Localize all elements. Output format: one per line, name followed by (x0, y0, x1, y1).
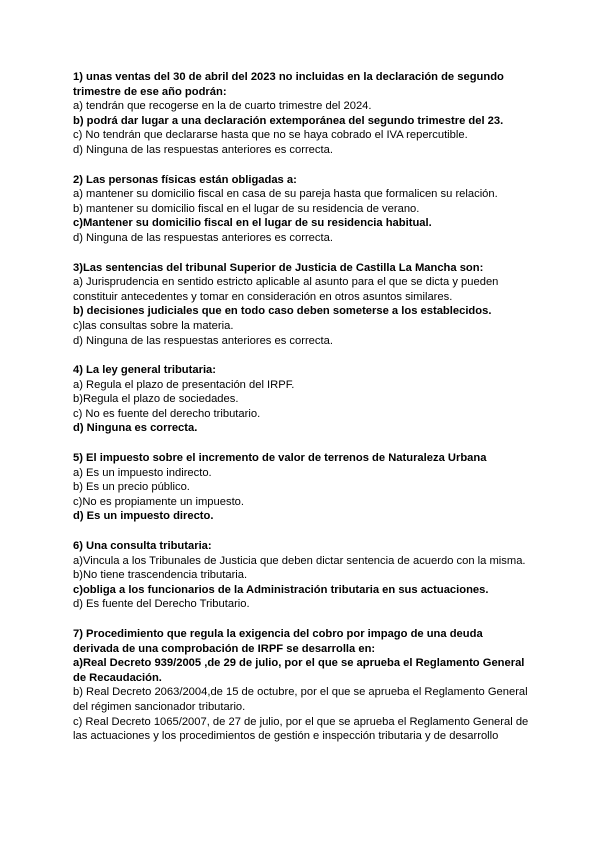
option-c: c) Real Decreto 1065/2007, de 27 de julio, por el que se aprueba el Reglamento General de las actuaciones y los procedimientos de gestión e inspección tributaria y de desarrollo (73, 715, 529, 743)
option-a: a) Regula el plazo de presentación del IRPF. (73, 378, 295, 391)
option-d: d) Ninguna de las respuestas anteriores es correcta. (73, 231, 333, 244)
option-b: b) Real Decreto 2063/2004,de 15 de octubre, por el que se aprueba el Reglamento General del régimen sancionador tributario. (73, 686, 528, 713)
question-2 (73, 173, 529, 246)
option-c: c) No tendrán que declararse hasta que no se haya cobrado el IVA repercutible. (73, 129, 468, 142)
option-b: b) mantener su domicilio fiscal en el lugar de su residencia de verano. (73, 202, 420, 215)
option-d: d) Ninguna de las respuestas anteriores es correcta. (73, 143, 333, 156)
option-d: d) Es un impuesto directo. (73, 510, 214, 523)
question-title: 2) Las personas físicas están obligadas a: (73, 173, 297, 186)
question-6 (73, 539, 529, 612)
question-list (73, 70, 529, 744)
question-1 (73, 70, 529, 158)
option-d: d) Es fuente del Derecho Tributario. (73, 598, 250, 611)
question-title: 7) Procedimiento que regula la exigencia del cobro por impago de una deuda derivada de una comprobación de IRPF se desarrolla en: (73, 628, 483, 655)
option-a: a) mantener su domicilio fiscal en casa de su pareja hasta que formalicen su relación. (73, 188, 498, 201)
option-c: c)No es propiamente un impuesto. (73, 495, 245, 508)
option-b: b) decisiones judiciales que en todo caso deben someterse a los establecidos. (73, 305, 492, 318)
option-b: b)Regula el plazo de sociedades. (73, 393, 239, 406)
question-3 (73, 261, 529, 349)
option-c: c) No es fuente del derecho tributario. (73, 407, 261, 420)
option-c: c)obliga a los funcionarios de la Administración tributaria en sus actuaciones. (73, 583, 489, 596)
option-a: a) Es un impuesto indirecto. (73, 466, 212, 479)
option-b: b) podrá dar lugar a una declaración extemporánea del segundo trimestre del 23. (73, 114, 504, 127)
option-b: b)No tiene trascendencia tributaria. (73, 569, 248, 582)
option-a: a) tendrán que recogerse en la de cuarto trimestre del 2024. (73, 100, 372, 113)
question-title: 5) El impuesto sobre el incremento de valor de terrenos de Naturaleza Urbana (73, 452, 487, 465)
option-c: c)Mantener su domicilio fiscal en el lugar de su residencia habitual. (73, 217, 432, 230)
question-title: 6) Una consulta tributaria: (73, 540, 212, 553)
option-a: a)Real Decreto 939/2005 ,de 29 de julio, por el que se aprueba el Reglamento General de Recaudación. (73, 657, 525, 684)
question-4 (73, 363, 529, 436)
option-d: d) Ninguna de las respuestas anteriores es correcta. (73, 334, 333, 347)
question-5 (73, 451, 529, 524)
question-title: 3)Las sentencias del tribunal Superior de Justicia de Castilla La Mancha son: (73, 261, 484, 274)
question-title: 4) La ley general tributaria: (73, 364, 216, 377)
option-c: c)las consultas sobre la materia. (73, 319, 234, 332)
option-d: d) Ninguna es correcta. (73, 422, 198, 435)
question-title: 1) unas ventas del 30 de abril del 2023 no incluidas en la declaración de segundo trimestre de ese año podrán: (73, 71, 504, 98)
option-a: a) Jurisprudencia en sentido estricto aplicable al asunto para el que se dicta y pueden constituir antecedentes y tomar en consideración en otros asuntos similares. (73, 276, 499, 303)
question-7 (73, 627, 529, 744)
option-a: a)Vincula a los Tribunales de Justicia que deben dictar sentencia de acuerdo con la misma. (73, 554, 526, 567)
option-b: b) Es un precio público. (73, 481, 190, 494)
